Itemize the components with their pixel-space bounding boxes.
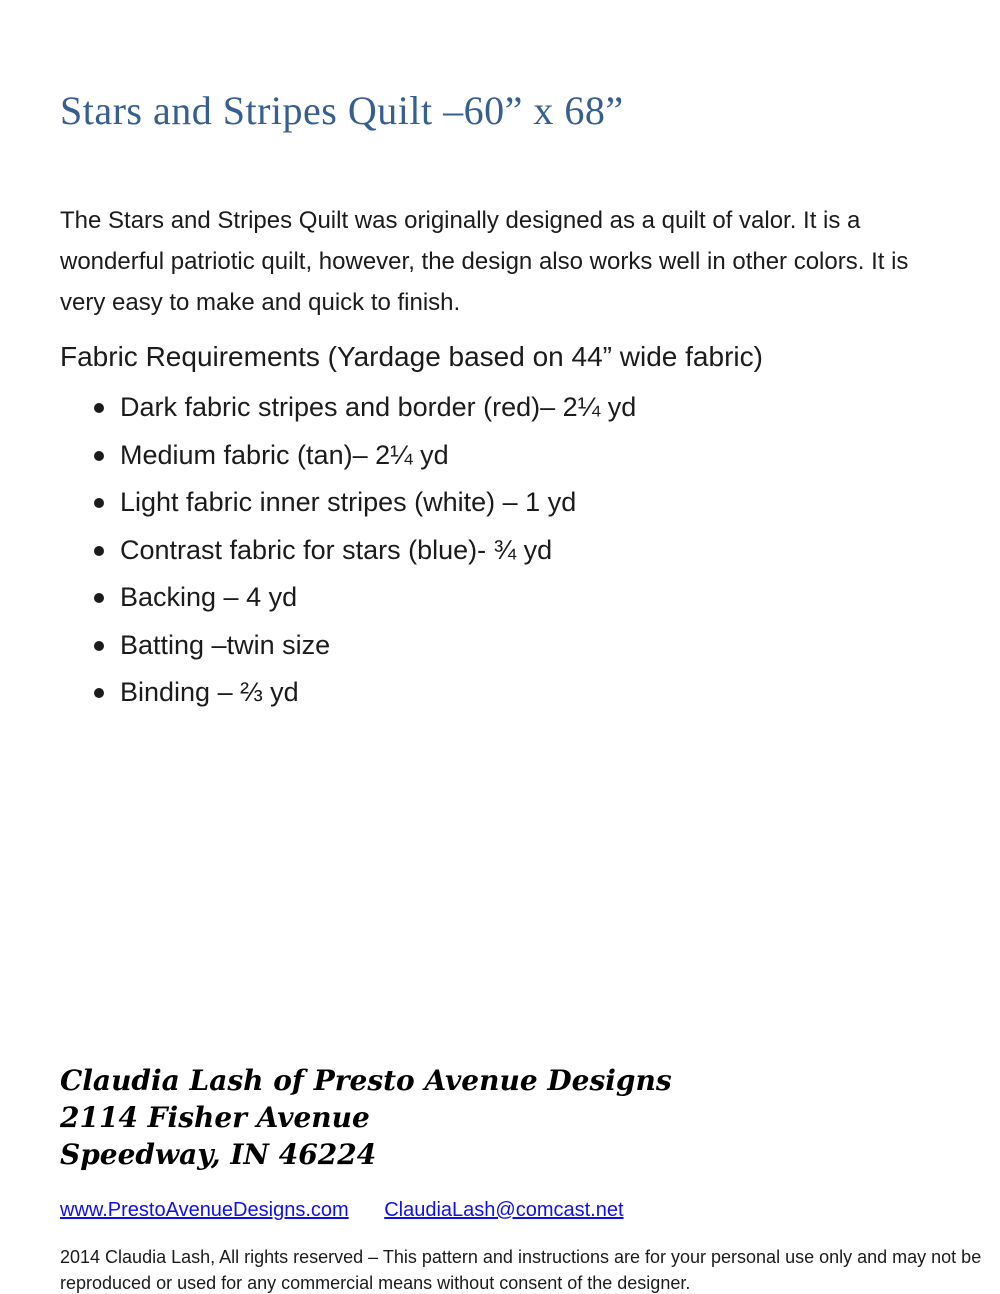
copyright-notice: 2014 Claudia Lash, All rights reserved – This pattern and instructions are for your personal use only and may not be reproduced or used for any commercial means without consent of the designer.	[60, 1247, 982, 1293]
list-item-label: Medium fabric (tan)– 2¼ yd	[120, 439, 449, 470]
list-item-label: Batting –twin size	[120, 629, 331, 660]
list-item-backing	[120, 574, 636, 622]
designer-name-line: Claudia Lash of Presto Avenue Designs	[60, 1064, 672, 1097]
bullet-icon	[94, 641, 104, 651]
list-item-contrast-fabric	[120, 527, 636, 575]
list-item-dark-fabric	[120, 384, 636, 432]
list-item-light-fabric	[120, 479, 636, 527]
list-item-label: Dark fabric stripes and border (red)– 2¼ yd	[120, 392, 637, 422]
list-item-binding	[120, 669, 636, 717]
contact-links-row	[60, 1198, 624, 1222]
fabric-requirements-heading: Fabric Requirements (Yardage based on 44” wide fabric)	[60, 341, 763, 372]
bullet-icon	[94, 403, 104, 413]
bullet-icon	[94, 688, 104, 698]
page-title: Stars and Stripes Quilt –60” x 68”	[60, 87, 624, 133]
list-item-medium-fabric	[120, 432, 636, 480]
website-link[interactable]: www.PrestoAvenueDesigns.com	[60, 1199, 349, 1221]
list-item-label: Backing – 4 yd	[120, 582, 298, 612]
designer-signature-block	[60, 1062, 672, 1173]
designer-city-line: Speedway, IN 46224	[60, 1138, 377, 1171]
intro-paragraph: The Stars and Stripes Quilt was originally designed as a quilt of valor. It is a wonderful patriotic quilt, however, the design also works well in other colors. It is very easy to make and quick to finish.	[60, 207, 909, 316]
email-link[interactable]: ClaudiaLash@comcast.net	[384, 1199, 624, 1221]
list-item-label: Light fabric inner stripes (white) – 1 yd	[120, 487, 577, 517]
list-item-label: Contrast fabric for stars (blue)- ¾ yd	[120, 534, 553, 565]
list-item-label: Binding – ⅔ yd	[120, 677, 299, 707]
list-item-batting	[120, 622, 636, 670]
fabric-requirements-list	[60, 384, 636, 717]
bullet-icon	[94, 498, 104, 508]
bullet-icon	[94, 451, 104, 461]
bullet-icon	[94, 593, 104, 603]
designer-street-line: 2114 Fisher Avenue	[60, 1101, 370, 1134]
bullet-icon	[94, 546, 104, 556]
